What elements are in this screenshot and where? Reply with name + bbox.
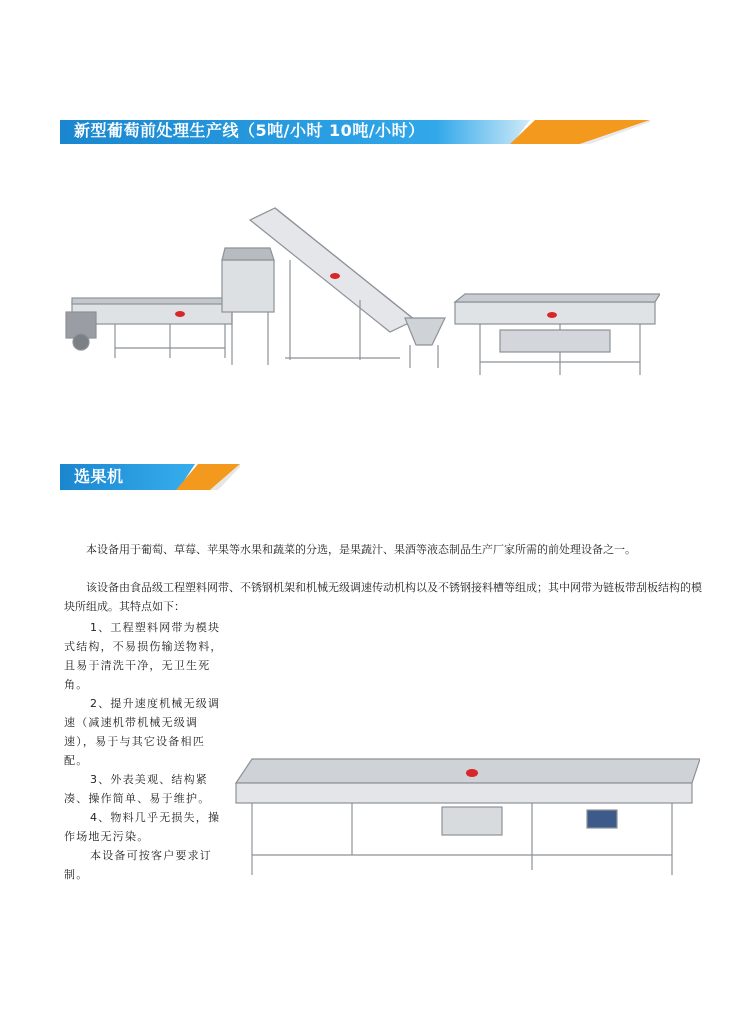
feature-list bbox=[64, 618, 224, 884]
feature-item: 3、外表美观、结构紧凑、操作简单、易于维护。 bbox=[64, 773, 211, 805]
feature-item: 2、提升速度机械无级调速（减速机带机械无级调速），易于与其它设备相匹配。 bbox=[64, 697, 221, 767]
production-line-photo bbox=[60, 190, 660, 390]
section-title: 新型葡萄前处理生产线（5吨/小时 10吨/小时） bbox=[74, 121, 425, 140]
feature-item: 1、工程塑料网带为模块式结构，不易损伤输送物料，且易于清洗干净，无卫生死角。 bbox=[64, 621, 223, 691]
feature-item: 本设备可按客户要求订制。 bbox=[64, 849, 212, 881]
fruit-sorter-photo bbox=[232, 755, 700, 880]
section-banner-production-line bbox=[60, 116, 650, 146]
intro-paragraph: 本设备用于葡萄、草莓、苹果等水果和蔬菜的分选，是果蔬汁、果酒等液态制品生产厂家所需的前处理设备之一。 bbox=[86, 543, 636, 556]
feature-item: 4、物料几乎无损失，操作场地无污染。 bbox=[64, 811, 221, 843]
section-banner-fruit-sorter bbox=[60, 462, 240, 492]
section-title: 选果机 bbox=[74, 467, 124, 486]
intro-paragraph: 该设备由食品级工程塑料网带、不锈钢机架和机械无级调速传动机构以及不锈钢接料槽等组成；其中网带为链板带刮板结构的模块所组成。其特点如下： bbox=[64, 581, 702, 613]
